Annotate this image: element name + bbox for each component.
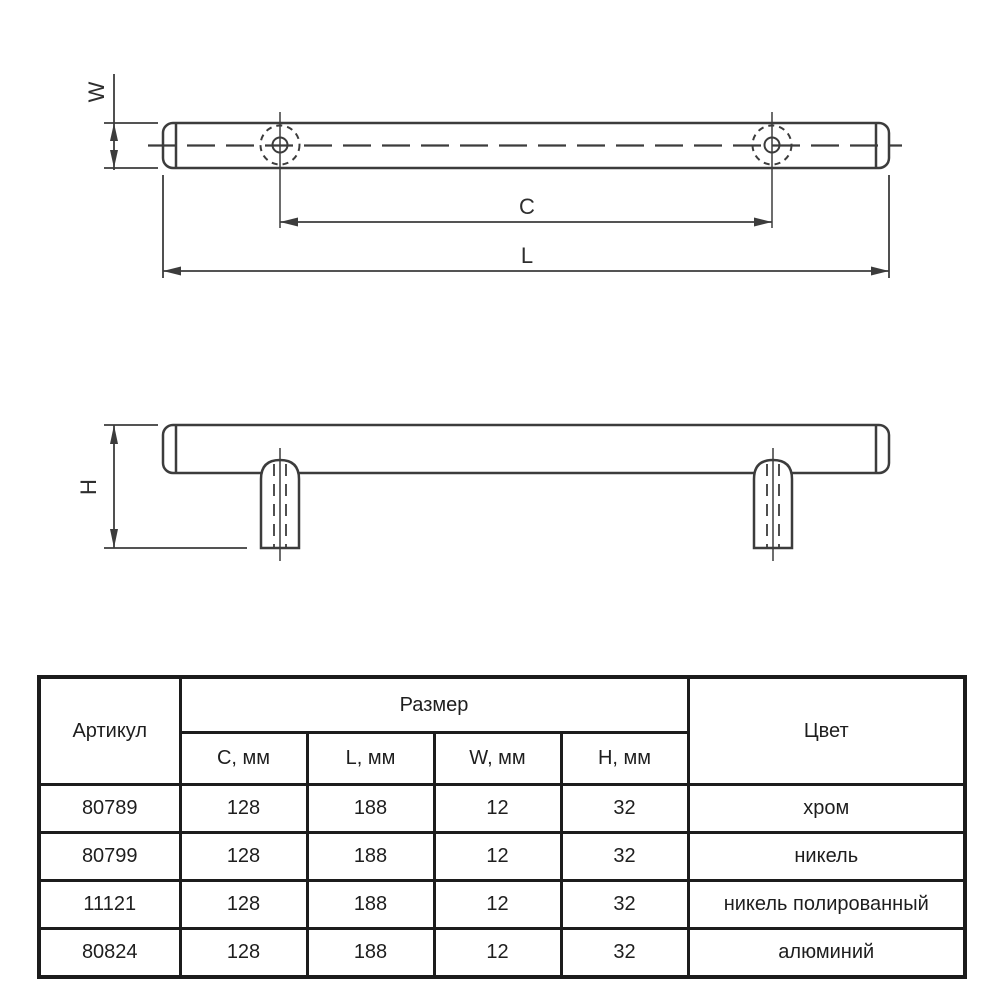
c-cell: 128 — [180, 929, 307, 978]
header-size-group: Размер — [180, 677, 688, 733]
c-cell: 128 — [180, 833, 307, 881]
article-cell: 80799 — [39, 833, 180, 881]
dim-label-c: C — [519, 194, 535, 219]
h-cell: 32 — [561, 881, 688, 929]
table-header-group-row — [39, 677, 965, 733]
c-cell: 128 — [180, 881, 307, 929]
spec-table — [37, 675, 967, 979]
dim-label-h: H — [76, 479, 101, 495]
dimension-w — [104, 74, 158, 170]
spec-table-wrap — [37, 675, 963, 979]
color-cell: никель полированный — [688, 881, 965, 929]
c-cell: 128 — [180, 785, 307, 833]
l-cell: 188 — [307, 929, 434, 978]
h-cell: 32 — [561, 929, 688, 978]
color-cell: хром — [688, 785, 965, 833]
table-row — [39, 881, 965, 929]
screw-hole-left — [261, 112, 300, 228]
header-article: Артикул — [39, 677, 180, 785]
header-color: Цвет — [688, 677, 965, 785]
table-row — [39, 833, 965, 881]
article-cell: 80824 — [39, 929, 180, 978]
side-view — [76, 425, 889, 561]
top-view — [84, 74, 902, 278]
article-cell: 80789 — [39, 785, 180, 833]
mounting-post-left — [261, 448, 299, 561]
header-l-mm: L, мм — [307, 733, 434, 785]
screw-hole-right — [753, 112, 792, 228]
article-cell: 11121 — [39, 881, 180, 929]
table-row — [39, 929, 965, 978]
l-cell: 188 — [307, 833, 434, 881]
header-c-mm: C, мм — [180, 733, 307, 785]
table-row — [39, 785, 965, 833]
w-cell: 12 — [434, 833, 561, 881]
h-cell: 32 — [561, 785, 688, 833]
l-cell: 188 — [307, 785, 434, 833]
color-cell: никель — [688, 833, 965, 881]
dim-label-w: W — [84, 81, 109, 103]
w-cell: 12 — [434, 881, 561, 929]
h-cell: 32 — [561, 833, 688, 881]
w-cell: 12 — [434, 785, 561, 833]
header-h-mm: H, мм — [561, 733, 688, 785]
dim-label-l: L — [520, 243, 534, 268]
w-cell: 12 — [434, 929, 561, 978]
l-cell: 188 — [307, 881, 434, 929]
mounting-post-right — [754, 448, 792, 561]
header-w-mm: W, мм — [434, 733, 561, 785]
color-cell: алюминий — [688, 929, 965, 978]
